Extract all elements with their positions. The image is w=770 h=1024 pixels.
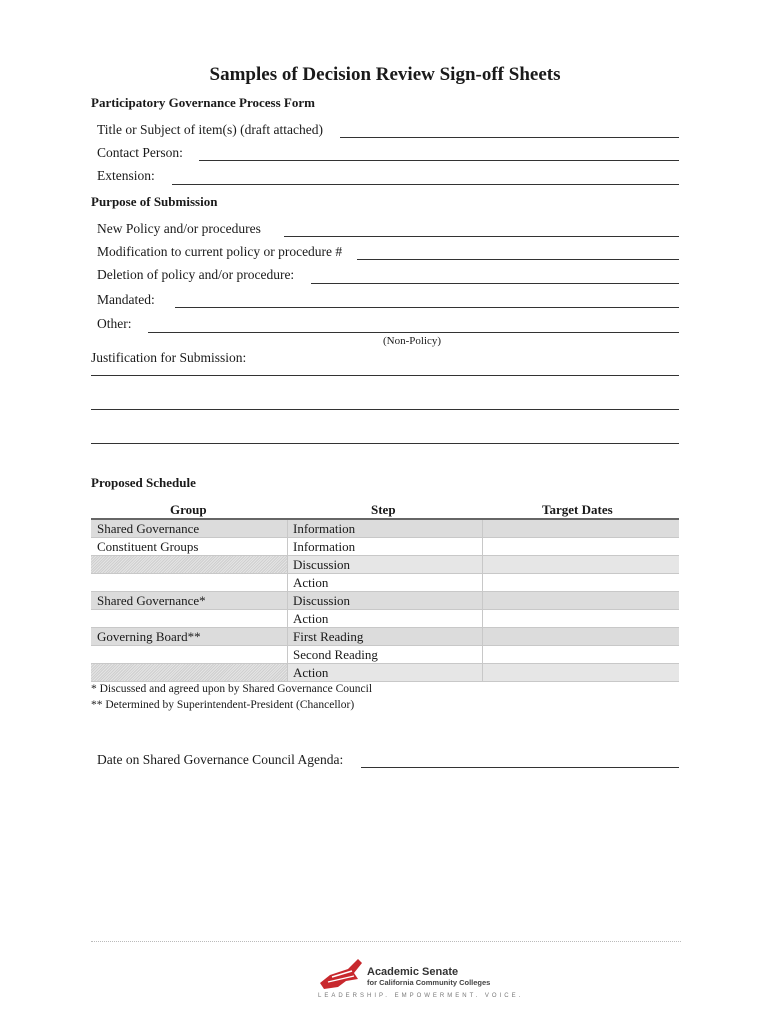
table-row	[91, 592, 679, 610]
step-cell: Action	[293, 575, 329, 590]
column-divider	[287, 538, 288, 556]
footnote-1: * Discussed and agreed upon by Shared Governance Council	[91, 683, 373, 695]
contact-person-field[interactable]	[199, 160, 679, 161]
group-cell: Governing Board**	[97, 629, 201, 644]
extension-label: Extension:	[97, 168, 155, 183]
table-row	[91, 520, 679, 538]
hatched-cell	[91, 556, 287, 573]
justification-line-2[interactable]	[91, 409, 679, 410]
column-divider	[287, 664, 288, 682]
table-row	[91, 574, 679, 592]
target-date-cell[interactable]	[483, 610, 679, 628]
logo-tagline: LEADERSHIP. EMPOWERMENT. VOICE.	[318, 993, 524, 999]
step-cell: Second Reading	[293, 647, 378, 662]
page-title: Samples of Decision Review Sign-off Sheets	[209, 64, 561, 85]
deletion-label: Deletion of policy and/or procedure:	[97, 267, 295, 282]
step-cell: Information	[293, 539, 356, 554]
deletion-field[interactable]	[311, 283, 679, 284]
step-cell: Discussion	[293, 593, 351, 608]
hatched-cell	[91, 664, 287, 681]
title-subject-label: Title or Subject of item(s) (draft attached)	[97, 122, 323, 137]
extension-field[interactable]	[172, 184, 679, 185]
group-cell: Shared Governance*	[97, 593, 206, 608]
justification-line-1[interactable]	[91, 375, 679, 376]
other-label: Other:	[97, 316, 132, 331]
group-cell: Shared Governance	[97, 521, 200, 536]
justification-label: Justification for Submission:	[91, 350, 247, 365]
modification-field[interactable]	[357, 259, 679, 260]
logo-subtitle: for California Community Colleges	[367, 978, 491, 987]
target-date-cell[interactable]	[483, 628, 679, 646]
logo-name: Academic Senate	[367, 966, 459, 978]
modification-label: Modification to current policy or procedure #	[97, 244, 343, 259]
column-divider	[287, 520, 288, 538]
target-date-cell[interactable]	[483, 538, 679, 556]
agenda-date-label: Date on Shared Governance Council Agenda:	[97, 752, 344, 767]
target-date-cell[interactable]	[483, 664, 679, 682]
academic-senate-logo	[318, 955, 524, 1005]
target-date-cell[interactable]	[483, 574, 679, 592]
senate-emblem-icon	[318, 957, 364, 991]
table-row	[91, 610, 679, 628]
mandated-field[interactable]	[175, 307, 679, 308]
contact-person-label: Contact Person:	[97, 145, 183, 160]
step-cell: Action	[293, 665, 329, 680]
justification-line-3[interactable]	[91, 443, 679, 444]
column-divider	[287, 628, 288, 646]
step-cell: Action	[293, 611, 329, 626]
other-field[interactable]	[148, 332, 679, 333]
purpose-heading: Purpose of Submission	[91, 194, 218, 209]
target-date-cell[interactable]	[483, 520, 679, 538]
step-cell: Discussion	[293, 557, 351, 572]
agenda-date-field[interactable]	[361, 767, 679, 768]
target-date-cell[interactable]	[483, 646, 679, 664]
column-header-target-dates: Target Dates	[542, 502, 613, 517]
schedule-heading: Proposed Schedule	[91, 475, 196, 490]
table-row	[91, 664, 679, 682]
column-divider	[287, 646, 288, 664]
column-divider	[287, 592, 288, 610]
non-policy-note: (Non-Policy)	[383, 335, 442, 347]
column-divider	[287, 574, 288, 592]
table-row	[91, 538, 679, 556]
title-subject-field[interactable]	[340, 137, 679, 138]
step-cell: Information	[293, 521, 356, 536]
table-row	[91, 556, 679, 574]
column-divider	[287, 610, 288, 628]
step-cell: First Reading	[293, 629, 364, 644]
new-policy-field[interactable]	[284, 236, 679, 237]
divider	[91, 941, 681, 942]
table-row	[91, 628, 679, 646]
target-date-cell[interactable]	[483, 556, 679, 574]
footnote-2: ** Determined by Superintendent-President (Chancellor)	[91, 699, 355, 711]
target-date-cell[interactable]	[483, 592, 679, 610]
mandated-label: Mandated:	[97, 292, 155, 307]
column-header-step: Step	[371, 502, 396, 517]
table-row	[91, 646, 679, 664]
new-policy-label: New Policy and/or procedures	[97, 221, 261, 236]
group-cell: Constituent Groups	[97, 539, 199, 554]
form-name: Participatory Governance Process Form	[91, 95, 315, 110]
column-header-group: Group	[170, 502, 207, 517]
column-divider	[287, 556, 288, 574]
